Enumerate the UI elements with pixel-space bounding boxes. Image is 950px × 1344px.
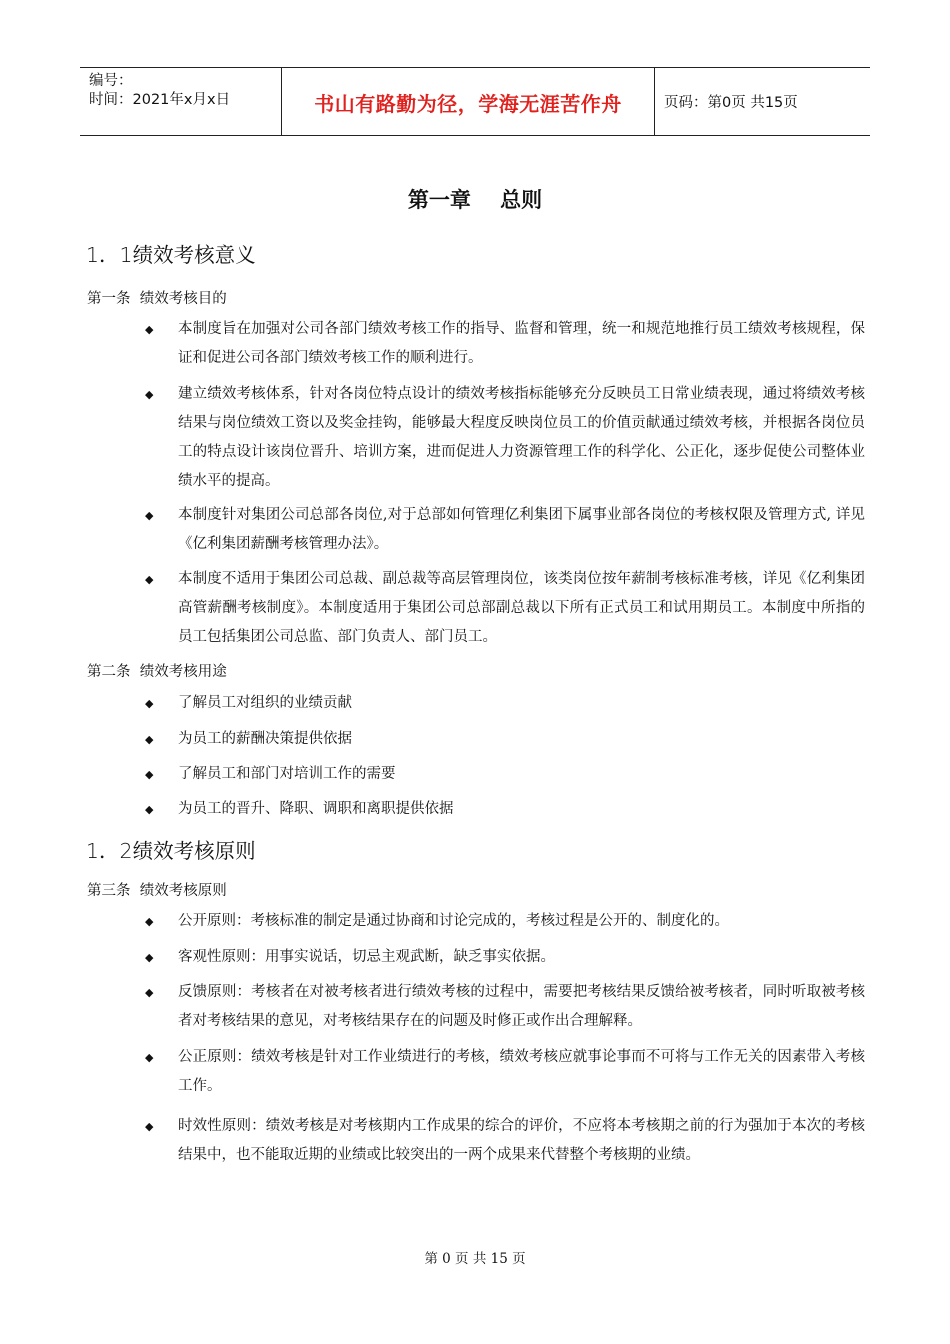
footer-page-number: 第 0 页 共 15 页 xyxy=(424,1251,526,1267)
list-item xyxy=(145,907,865,936)
list-item-text: 为员工的晋升、降职、调职和离职提供依据 xyxy=(178,801,454,817)
list-item-text: 本制度不适用于集团公司总裁、副总裁等高层管理岗位，该类岗位按年薪制考核标准考核，详见《亿利集团高管薪酬考核制度》。本制度适用于集团公司总部副总裁以下所有正式员工和试用期员工。本制度中所指的员工包括集团公司总监、部门负责人、部门员工。 xyxy=(178,571,865,645)
chapter-title: 第一章 总则 xyxy=(407,188,543,212)
list-item-text: 公开原则：考核标准的制定是通过协商和讨论完成的，考核过程是公开的、制度化的。 xyxy=(178,913,729,929)
list-item xyxy=(145,380,865,496)
list-item-text: 为员工的薪酬决策提供依据 xyxy=(178,731,352,747)
section-title: 1．1绩效考核意义 xyxy=(86,243,256,267)
list-item-text: 反馈原则：考核者在对被考核者进行绩效考核的过程中，需要把考核结果反馈给被考核者，同时听取被考核者对考核结果的意见，对考核结果存在的问题及时修正或作出合理解释。 xyxy=(178,984,865,1029)
header-page-info: 页码：第0页 共15页 xyxy=(664,95,798,111)
header-meta xyxy=(80,68,281,135)
list-item xyxy=(145,760,865,789)
header-motto: 书山有路勤为径，学海无涯苦作舟 xyxy=(314,92,622,116)
list-item xyxy=(145,943,865,972)
bullet-diamond-icon: ◆ xyxy=(145,768,154,781)
list-item xyxy=(145,1043,865,1101)
article-title: 第二条 绩效考核用途 xyxy=(87,664,227,680)
date-line: 时间：2021年x月x日 xyxy=(89,92,231,108)
bullet-diamond-icon: ◆ xyxy=(145,388,154,401)
list-item xyxy=(145,795,865,824)
list-item-text: 公正原则：绩效考核是针对工作业绩进行的考核，绩效考核应就事论事而不可将与工作无关的因素带入考核工作。 xyxy=(178,1049,865,1094)
article-title: 第一条 绩效考核目的 xyxy=(87,291,227,307)
bullet-diamond-icon: ◆ xyxy=(145,573,154,586)
bullet-diamond-icon: ◆ xyxy=(145,509,154,522)
list-item xyxy=(145,501,865,559)
list-item-text: 了解员工和部门对培训工作的需要 xyxy=(178,766,396,782)
list-item xyxy=(145,978,865,1036)
list-item xyxy=(145,315,865,373)
list-item-text: 本制度旨在加强对公司各部门绩效考核工作的指导、监督和管理，统一和规范地推行员工绩效考核规程，保证和促进公司各部门绩效考核工作的顺利进行。 xyxy=(178,321,865,366)
bullet-diamond-icon: ◆ xyxy=(145,733,154,746)
bullet-diamond-icon: ◆ xyxy=(145,323,154,336)
list-item-text: 本制度针对集团公司总部各岗位,对于总部如何管理亿利集团下属事业部各岗位的考核权限及管理方式, 详见《亿利集团薪酬考核管理办法》。 xyxy=(178,507,865,552)
document-header xyxy=(80,67,870,136)
list-item-text: 客观性原则：用事实说话，切忌主观武断，缺乏事实依据。 xyxy=(178,949,555,965)
header-motto-cell xyxy=(281,68,655,135)
list-item-text: 了解员工对组织的业绩贡献 xyxy=(178,695,352,711)
bullet-diamond-icon: ◆ xyxy=(145,951,154,964)
list-item-text: 时效性原则：绩效考核是对考核期内工作成果的综合的评价，不应将本考核期之前的行为强加于本次的考核结果中，也不能取近期的业绩或比较突出的一两个成果来代替整个考核期的业绩。 xyxy=(178,1118,865,1163)
bullet-diamond-icon: ◆ xyxy=(145,915,154,928)
article-title: 第三条 绩效考核原则 xyxy=(87,883,227,899)
bullet-diamond-icon: ◆ xyxy=(145,1051,154,1064)
list-item xyxy=(145,689,865,718)
bullet-diamond-icon: ◆ xyxy=(145,1120,154,1133)
bullet-diamond-icon: ◆ xyxy=(145,697,154,710)
list-item-text: 建立绩效考核体系，针对各岗位特点设计的绩效考核指标能够充分反映员工日常业绩表现，通过将绩效考核结果与岗位绩效工资以及奖金挂钩，能够最大程度反映岗位员工的价值贡献通过绩效考核，并根据各岗位员工的特点设计该岗位晋升、培训方案，进而促进人力资源管理工作的科学化、公正化，逐步促使公司整体业绩水平的提高。 xyxy=(178,386,865,489)
list-item xyxy=(145,565,865,652)
bullet-diamond-icon: ◆ xyxy=(145,986,154,999)
header-page-info-cell xyxy=(655,68,870,135)
serial-number-label: 编号： xyxy=(89,73,133,89)
section-title: 1．2绩效考核原则 xyxy=(86,839,256,863)
list-item xyxy=(145,725,865,754)
list-item xyxy=(145,1112,865,1170)
bullet-diamond-icon: ◆ xyxy=(145,803,154,816)
